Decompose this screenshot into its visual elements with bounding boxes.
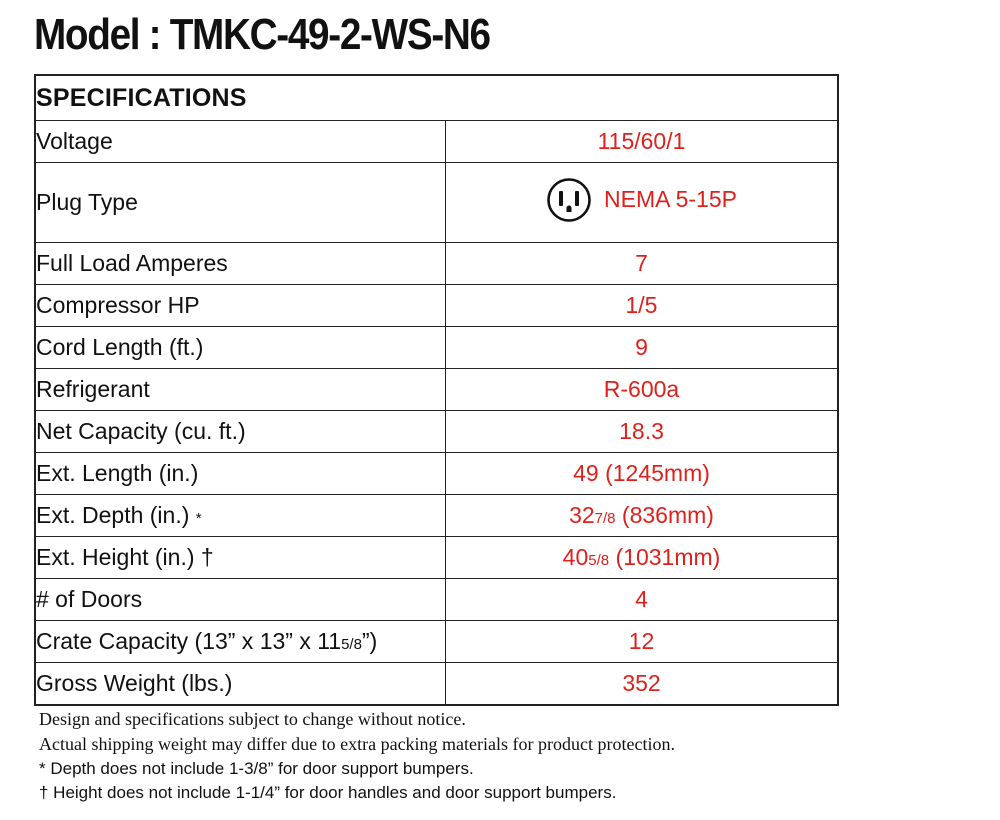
row-label: # of Doors — [35, 579, 446, 621]
value-whole: 32 — [569, 502, 595, 528]
table-row — [35, 327, 838, 369]
table-row — [35, 121, 838, 163]
row-value: R-600a — [446, 369, 839, 411]
table-row — [35, 579, 838, 621]
table-header-row — [35, 75, 838, 121]
row-label: Net Capacity (cu. ft.) — [35, 411, 446, 453]
row-label: Gross Weight (lbs.) — [35, 663, 446, 706]
label-fraction: 5/8 — [341, 636, 362, 653]
page-title: Model : TMKC-49-2-WS-N6 — [34, 10, 490, 59]
note-height: † Height does not include 1-1/4” for door handles and door support bumpers. — [39, 783, 617, 802]
row-label: Voltage — [35, 121, 446, 163]
value-rest: (1031mm) — [609, 544, 721, 570]
row-value: 1/5 — [446, 285, 839, 327]
table-row — [35, 453, 838, 495]
row-label: Plug Type — [35, 163, 446, 243]
label-text-end: ”) — [361, 628, 378, 654]
table-row — [35, 285, 838, 327]
label-text: Ext. Depth (in.) — [36, 502, 190, 528]
row-label — [35, 537, 446, 579]
table-row — [35, 495, 838, 537]
row-label — [35, 621, 446, 663]
specifications-table — [34, 74, 839, 706]
row-value — [446, 495, 839, 537]
footnote-mark: † — [200, 544, 214, 570]
row-value: 49 (1245mm) — [446, 453, 839, 495]
table-row — [35, 537, 838, 579]
table-header: SPECIFICATIONS — [35, 75, 838, 121]
table-row — [35, 369, 838, 411]
row-value: 115/60/1 — [446, 121, 839, 163]
note-shipping-weight: Actual shipping weight may differ due to extra packing materials for product protection. — [39, 734, 675, 754]
row-label: Refrigerant — [35, 369, 446, 411]
row-value: 352 — [446, 663, 839, 706]
label-text: Ext. Height (in.) — [36, 544, 195, 570]
note-disclaimer: Design and specifications subject to change without notice. — [39, 709, 466, 729]
footnotes — [39, 707, 675, 805]
value-fraction: 5/8 — [588, 552, 610, 569]
row-label: Ext. Length (in.) — [35, 453, 446, 495]
row-value: 12 — [446, 621, 839, 663]
table-row — [35, 663, 838, 706]
row-label — [35, 495, 446, 537]
value-whole: 40 — [562, 544, 589, 570]
row-value: 4 — [446, 579, 839, 621]
value-fraction: 7/8 — [594, 510, 616, 527]
footnote-mark: * — [195, 510, 202, 527]
table-row — [35, 621, 838, 663]
value-rest: (836mm) — [615, 502, 714, 528]
row-value — [446, 163, 839, 243]
row-value: 7 — [446, 243, 839, 285]
nema-plug-icon — [546, 177, 592, 223]
table-row — [35, 243, 838, 285]
row-value — [446, 537, 839, 579]
row-label: Full Load Amperes — [35, 243, 446, 285]
note-depth: * Depth does not include 1-3/8” for door support bumpers. — [39, 759, 474, 778]
row-label: Compressor HP — [35, 285, 446, 327]
table-row — [35, 163, 838, 243]
row-value: 18.3 — [446, 411, 839, 453]
row-value: 9 — [446, 327, 839, 369]
table-row — [35, 411, 838, 453]
label-text: Crate Capacity (13” x 13” x 11 — [36, 628, 342, 654]
row-label: Cord Length (ft.) — [35, 327, 446, 369]
plug-type-value: NEMA 5-15P — [604, 186, 737, 212]
